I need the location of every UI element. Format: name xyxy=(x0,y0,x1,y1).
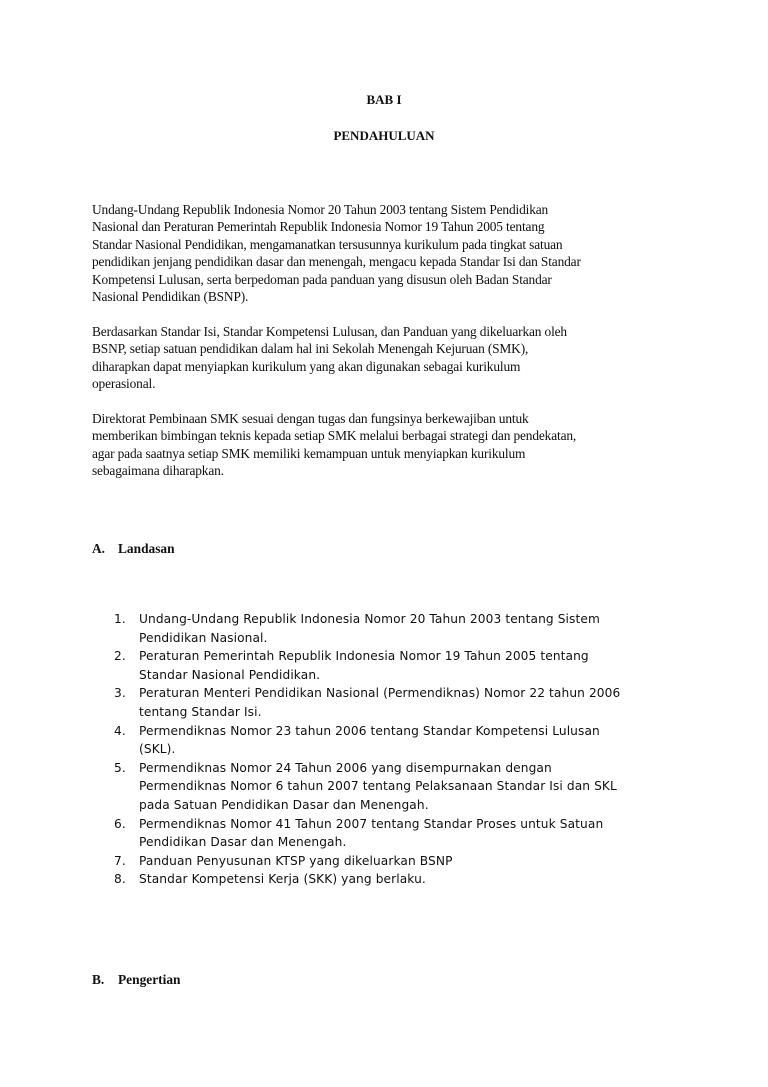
list-item xyxy=(0,684,768,721)
paragraph-line: operasional. xyxy=(92,376,156,392)
section-heading-pengertian xyxy=(92,972,180,988)
chapter-number: BAB I xyxy=(366,92,402,107)
list-number: 7. xyxy=(114,853,126,868)
list-number: 5. xyxy=(114,760,126,775)
list-item xyxy=(0,759,768,815)
list-item-line: Pendidikan Dasar dan Menengah. xyxy=(139,835,347,850)
list-number: 2. xyxy=(114,649,126,664)
list-item-line: (SKL). xyxy=(139,742,176,757)
list-item-line: Standar Kompetensi Kerja (SKK) yang berlaku. xyxy=(139,872,426,887)
list-number: 6. xyxy=(114,816,126,831)
chapter-title: PENDAHULUAN xyxy=(333,128,435,143)
list-item-line: Panduan Penyusunan KTSP yang dikeluarkan BSNP xyxy=(139,853,453,868)
paragraph-line: agar pada saatnya setiap SMK memiliki kemampuan untuk menyiapkan kurikulum xyxy=(92,445,526,461)
list-item xyxy=(0,815,768,852)
list-item-line: tentang Standar Isi. xyxy=(139,704,262,719)
list-item xyxy=(0,870,768,889)
section-heading-landasan xyxy=(92,541,175,557)
list-item xyxy=(0,722,768,759)
paragraph-line: Undang-Undang Republik Indonesia Nomor 20 Tahun 2003 tentang Sistem Pendidikan xyxy=(92,202,549,217)
list-item-line: Pendidikan Nasional. xyxy=(139,630,268,645)
list-item-line: Permendiknas Nomor 41 Tahun 2007 tentang Standar Proses untuk Satuan xyxy=(139,816,604,831)
intro-paragraph-1 xyxy=(92,201,692,305)
list-item-line: Undang-Undang Republik Indonesia Nomor 20 Tahun 2003 tentang Sistem xyxy=(139,612,600,626)
list-item xyxy=(0,610,768,647)
paragraph-line: Nasional dan Peraturan Pemerintah Republik Indonesia Nomor 19 Tahun 2005 tentang xyxy=(92,219,545,235)
legal-basis-list xyxy=(0,610,768,889)
paragraph-line: diharapkan dapat menyiapkan kurikulum yang akan digunakan sebagai kurikulum xyxy=(92,358,521,374)
paragraph-line: Direktorat Pembinaan SMK sesuai dengan tugas dan fungsinya berkewajiban untuk xyxy=(92,411,529,426)
paragraph-line: BSNP, setiap satuan pendidikan dalam hal ini Sekolah Menengah Kejuruan (SMK), xyxy=(92,341,529,357)
list-item-line: Permendiknas Nomor 24 Tahun 2006 yang disempurnakan dengan xyxy=(139,760,552,775)
paragraph-line: sebagaimana diharapkan. xyxy=(92,463,224,479)
list-number: 4. xyxy=(114,723,126,738)
list-item-line: Permendiknas Nomor 6 tahun 2007 tentang Pelaksanaan Standar Isi dan SKL xyxy=(139,779,617,794)
intro-paragraph-3 xyxy=(92,410,692,480)
section-title: Pengertian xyxy=(118,972,181,987)
list-number: 8. xyxy=(114,872,126,887)
paragraph-line: Standar Nasional Pendidikan, mengamanatkan tersusunnya kurikulum pada tingkat satuan xyxy=(92,236,563,252)
paragraph-line: Berdasarkan Standar Isi, Standar Kompetensi Lulusan, dan Panduan yang dikeluarkan oleh xyxy=(92,324,567,339)
list-number: 1. xyxy=(114,612,126,626)
list-number: 3. xyxy=(114,686,126,701)
intro-paragraph-2 xyxy=(92,323,692,393)
list-item-line: Standar Nasional Pendidikan. xyxy=(139,667,321,682)
list-item-line: Peraturan Pemerintah Republik Indonesia Nomor 19 Tahun 2005 tentang xyxy=(139,649,589,664)
list-item-line: Permendiknas Nomor 23 tahun 2006 tentang Standar Kompetensi Lulusan xyxy=(139,723,600,738)
list-item-line: pada Satuan Pendidikan Dasar dan Menengah. xyxy=(139,797,429,812)
list-item xyxy=(0,647,768,684)
section-letter: B. xyxy=(92,972,105,987)
list-item-line: Peraturan Menteri Pendidikan Nasional (Permendiknas) Nomor 22 tahun 2006 xyxy=(139,686,621,701)
paragraph-line: Nasional Pendidikan (BSNP). xyxy=(92,289,249,305)
paragraph-line: Kompetensi Lulusan, serta berpedoman pada panduan yang disusun oleh Badan Standar xyxy=(92,271,552,287)
paragraph-line: memberikan bimbingan teknis kepada setiap SMK melalui berbagai strategi dan pendekatan, xyxy=(92,428,577,444)
paragraph-line: pendidikan jenjang pendidikan dasar dan menengah, mengacu kepada Standar Isi dan Standar xyxy=(92,254,581,270)
list-item xyxy=(0,852,768,871)
section-letter: A. xyxy=(92,541,106,556)
section-title: Landasan xyxy=(118,541,175,556)
